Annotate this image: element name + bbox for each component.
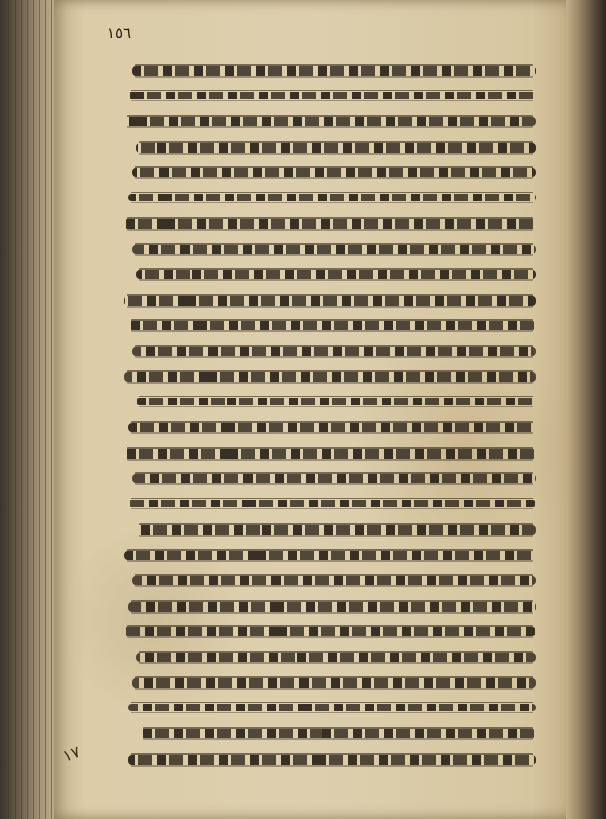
handwritten-line <box>124 551 536 560</box>
manuscript-page <box>54 0 574 819</box>
handwritten-line <box>136 398 536 405</box>
stacked-page-edges-left <box>0 0 58 819</box>
handwritten-line <box>124 296 536 306</box>
handwritten-line <box>132 474 536 483</box>
handwritten-line <box>132 576 536 585</box>
handwritten-line <box>128 92 536 99</box>
handwritten-line <box>124 627 536 636</box>
handwritten-line <box>132 678 536 688</box>
handwritten-line <box>132 347 536 356</box>
handwritten-line <box>136 653 536 662</box>
folio-number: ١٥٦ <box>106 24 132 42</box>
handwritten-line <box>124 117 536 126</box>
handwritten-line <box>128 755 536 765</box>
margin-note: ١٧ <box>60 741 83 766</box>
handwritten-line <box>136 143 536 153</box>
handwritten-line <box>136 525 536 535</box>
handwritten-line <box>128 194 536 201</box>
handwritten-line <box>128 500 536 507</box>
handwritten-line <box>132 168 536 177</box>
handwritten-line <box>128 321 536 330</box>
handwritten-line <box>132 66 536 76</box>
book-gutter-right <box>566 0 606 819</box>
handwritten-line <box>124 219 536 229</box>
handwritten-line <box>132 245 536 254</box>
handwritten-line <box>140 729 536 738</box>
handwritten-line <box>128 423 536 432</box>
handwritten-line <box>136 270 536 279</box>
handwritten-line <box>128 704 536 711</box>
handwritten-line <box>124 449 536 459</box>
handwritten-line <box>128 602 536 612</box>
handwritten-line <box>124 372 536 382</box>
handwritten-text-block <box>124 66 536 772</box>
